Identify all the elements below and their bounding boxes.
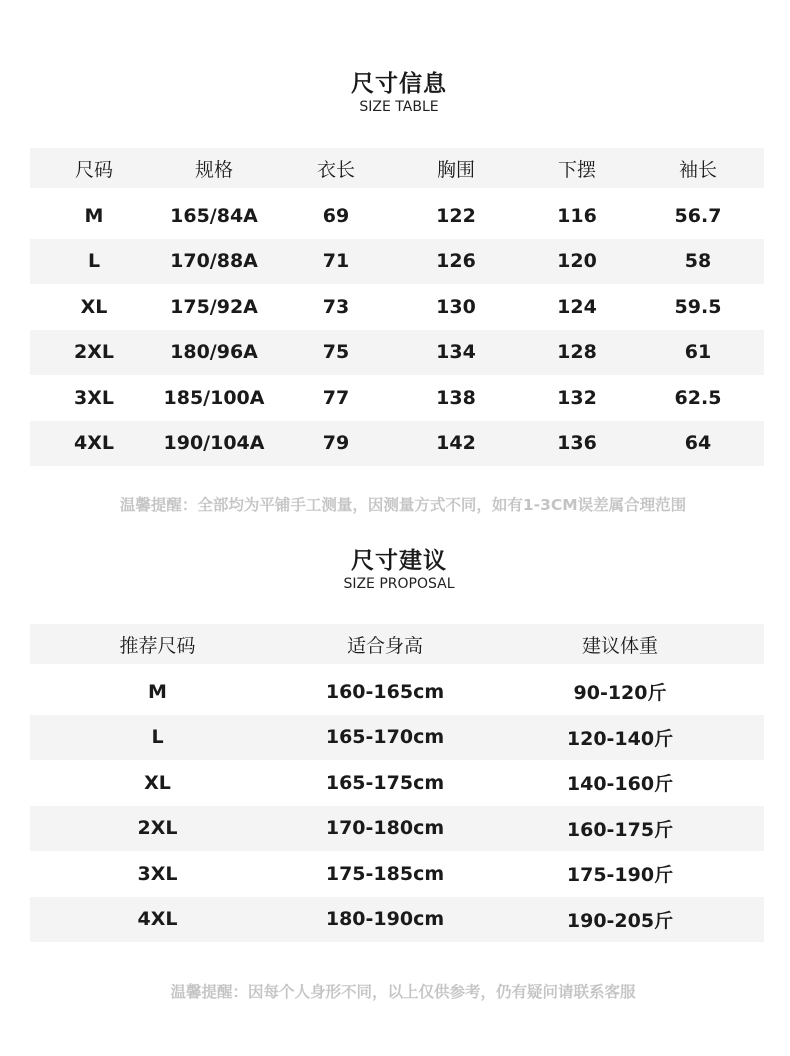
- table-row: [30, 239, 764, 285]
- table-row: [30, 421, 764, 467]
- table-cell: 180-190cm: [325, 908, 445, 931]
- table-cell: 73: [322, 295, 350, 318]
- table-cell: 140-160斤: [566, 773, 674, 796]
- table-row: [30, 375, 764, 421]
- table-cell: 124: [557, 295, 597, 318]
- table-cell: 165-170cm: [325, 726, 445, 749]
- header-cell: 袖长: [678, 158, 717, 181]
- size-table-note: 温馨提醒：全部均为平铺手工测量，因测量方式不同，如有1-3CM误差属合理范围: [119, 496, 687, 514]
- table-cell: 190-205斤: [566, 909, 674, 932]
- table-row: [30, 284, 764, 330]
- size-proposal-note: 温馨提醒：因每个人身形不同，以上仅供参考，仍有疑问请联系客服: [170, 983, 636, 1001]
- table-cell: 77: [322, 386, 350, 409]
- table-cell: M: [84, 204, 104, 227]
- table-cell: XL: [144, 771, 171, 794]
- table-row: [30, 330, 764, 376]
- header-cell: 建议体重: [581, 634, 658, 657]
- table-cell: 175-190斤: [566, 864, 674, 887]
- table-cell: 3XL: [74, 386, 114, 409]
- size-proposal-table: [30, 624, 764, 942]
- table-cell: 69: [322, 204, 350, 227]
- size-proposal-title-cn: 尺寸建议: [351, 548, 447, 574]
- table-row: [30, 851, 764, 897]
- table-cell: 64: [684, 432, 712, 455]
- table-cell: 136: [557, 432, 597, 455]
- size-table-title-cn: 尺寸信息: [351, 71, 447, 97]
- table-row: [30, 806, 764, 852]
- header-cell: 胸围: [436, 158, 475, 181]
- size-proposal-title-en: SIZE PROPOSAL: [343, 576, 455, 592]
- table-row: [30, 669, 764, 715]
- table-row: [30, 897, 764, 943]
- header-cell: 衣长: [316, 158, 355, 181]
- table-cell: 2XL: [74, 341, 114, 364]
- size-table-title-en: SIZE TABLE: [359, 99, 439, 115]
- table-cell: 170/88A: [170, 250, 258, 273]
- header-cell: 下摆: [557, 158, 596, 181]
- header-cell: 推荐尺码: [119, 634, 196, 657]
- table-cell: 120: [557, 250, 597, 273]
- table-cell: 142: [436, 432, 476, 455]
- header-cell: 规格: [194, 158, 233, 181]
- table-cell: 58: [684, 250, 712, 273]
- table-cell: L: [151, 726, 164, 749]
- table-cell: 61: [684, 341, 712, 364]
- table-cell: XL: [80, 295, 108, 318]
- table-cell: 4XL: [137, 908, 178, 931]
- table-cell: 160-175斤: [566, 818, 674, 841]
- table-cell: 185/100A: [163, 386, 265, 409]
- table-cell: 116: [557, 204, 597, 227]
- table-cell: 120-140斤: [566, 727, 674, 750]
- table-cell: 128: [557, 341, 597, 364]
- table-cell: 170-180cm: [325, 817, 445, 840]
- table-cell: 132: [557, 386, 597, 409]
- table-row: [30, 193, 764, 239]
- size-table-heading: [0, 70, 790, 116]
- table-cell: 130: [436, 295, 476, 318]
- header-cell: 尺码: [74, 158, 113, 181]
- table-cell: 90-120斤: [573, 682, 667, 705]
- table-cell: 175/92A: [170, 295, 258, 318]
- table-cell: 62.5: [674, 386, 722, 409]
- table-cell: 165/84A: [170, 204, 258, 227]
- size-proposal-header-row: [30, 624, 764, 664]
- table-cell: 2XL: [137, 817, 178, 840]
- table-cell: 126: [436, 250, 476, 273]
- table-cell: 3XL: [137, 862, 178, 885]
- size-table: [30, 148, 764, 466]
- table-cell: 59.5: [674, 295, 722, 318]
- table-cell: 56.7: [674, 204, 722, 227]
- table-cell: 134: [436, 341, 476, 364]
- table-cell: L: [87, 250, 101, 273]
- table-cell: 122: [436, 204, 476, 227]
- table-cell: 190/104A: [163, 432, 265, 455]
- table-cell: 138: [436, 386, 476, 409]
- table-cell: 175-185cm: [325, 862, 445, 885]
- header-cell: 适合身高: [346, 634, 423, 657]
- table-cell: 160-165cm: [325, 680, 445, 703]
- table-cell: 71: [322, 250, 350, 273]
- table-row: [30, 715, 764, 761]
- table-cell: 180/96A: [170, 341, 258, 364]
- size-proposal-heading: [0, 547, 790, 593]
- table-cell: 4XL: [74, 432, 114, 455]
- table-cell: 79: [322, 432, 350, 455]
- table-row: [30, 760, 764, 806]
- table-cell: 75: [322, 341, 350, 364]
- table-cell: 165-175cm: [325, 771, 445, 794]
- table-cell: M: [148, 680, 167, 703]
- size-table-header-row: [30, 148, 764, 188]
